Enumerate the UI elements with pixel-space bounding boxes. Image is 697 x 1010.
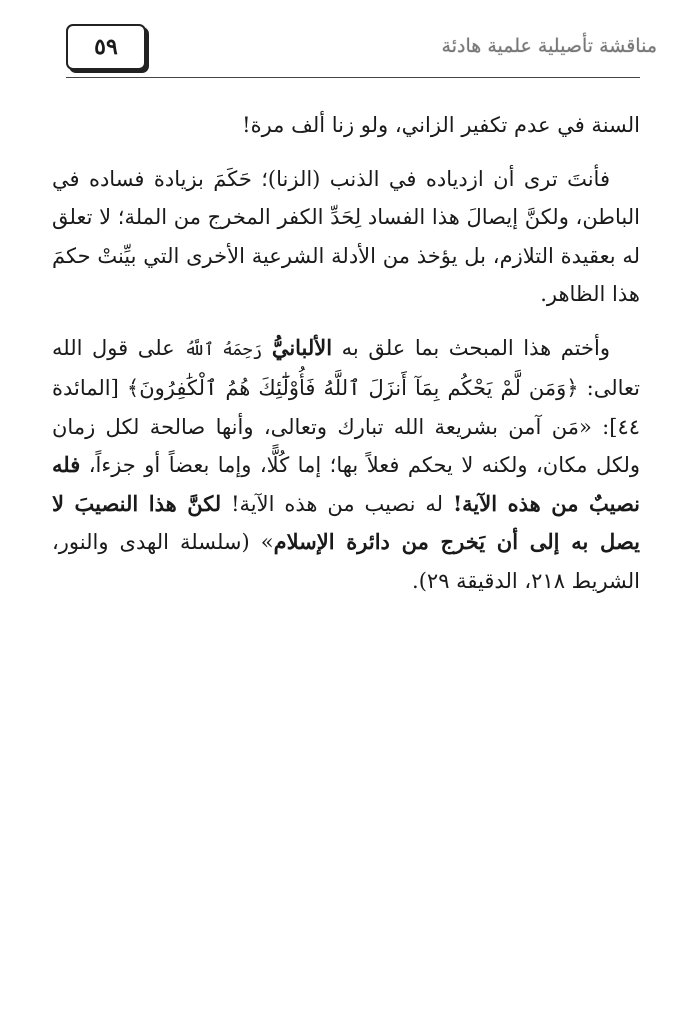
bold-phrase-2: لكنَّ هذا النصيبَ لا يصل به إلى أن يَخرج من دائرة الإسلام bbox=[52, 490, 640, 554]
page-number: ٥٩ bbox=[94, 34, 118, 60]
quran-verse: ﴿وَمَن لَّمْ يَحْكُم بِمَآ أَنزَلَ ٱللَّهُ فَأُوْلَٰٓئِكَ هُمُ ٱلْكَٰفِرُونَ﴾ bbox=[126, 376, 579, 400]
paragraph-3 bbox=[52, 329, 640, 601]
p3-intro: وأختم هذا المبحث بما علق به bbox=[332, 335, 610, 360]
bold-phrase-1: فله نصيبٌ من هذه الآية! bbox=[52, 452, 640, 516]
header-divider bbox=[66, 77, 640, 78]
paragraph-1: السنة في عدم تكفير الزاني، ولو زنا ألف مرة! bbox=[242, 113, 640, 137]
p3-before-ayah: على قول الله تعالى: bbox=[52, 335, 640, 400]
page-body bbox=[52, 106, 640, 600]
p3-reference: [المائدة ٤٤]: «مَن آمن بشريعة الله تبارك وتعالى، وأنها صالحة لكل زمان ولكل مكان، ولكنه لا يحكم فعلاً بها؛ إما كُلًّا، وإما بعضاً أو جزءاً، bbox=[52, 376, 640, 477]
page-header bbox=[0, 0, 697, 90]
paragraph-2: فأنتَ ترى أن ازدياده في الذنب (الزنا)؛ حَكَمَ بزيادة فساده في الباطن، ولكنَّ إيصالَ هذا الفساد لِحَدِّ الكفر المخرج من الملة؛ لا تعلق له بعقيدة التلازم، بل يؤخذ من الأدلة الشرعية الأخرى التي بيِّنتْ حكمَ هذا الظاهر. bbox=[52, 166, 640, 306]
albani-name: الألبانيُّ bbox=[271, 334, 333, 360]
honorific-glyph: رَحِمَهُ ٱللَّهُ bbox=[184, 339, 263, 360]
running-title: مناقشة تأصيلية علمية هادئة bbox=[441, 35, 657, 57]
page-number-box bbox=[66, 24, 146, 70]
p3-mid: له نصيب من هذه الآية! bbox=[221, 491, 453, 516]
p3-end: » (سلسلة الهدى والنور، الشريط ٢١٨، الدقيقة ٢٩). bbox=[52, 530, 640, 593]
